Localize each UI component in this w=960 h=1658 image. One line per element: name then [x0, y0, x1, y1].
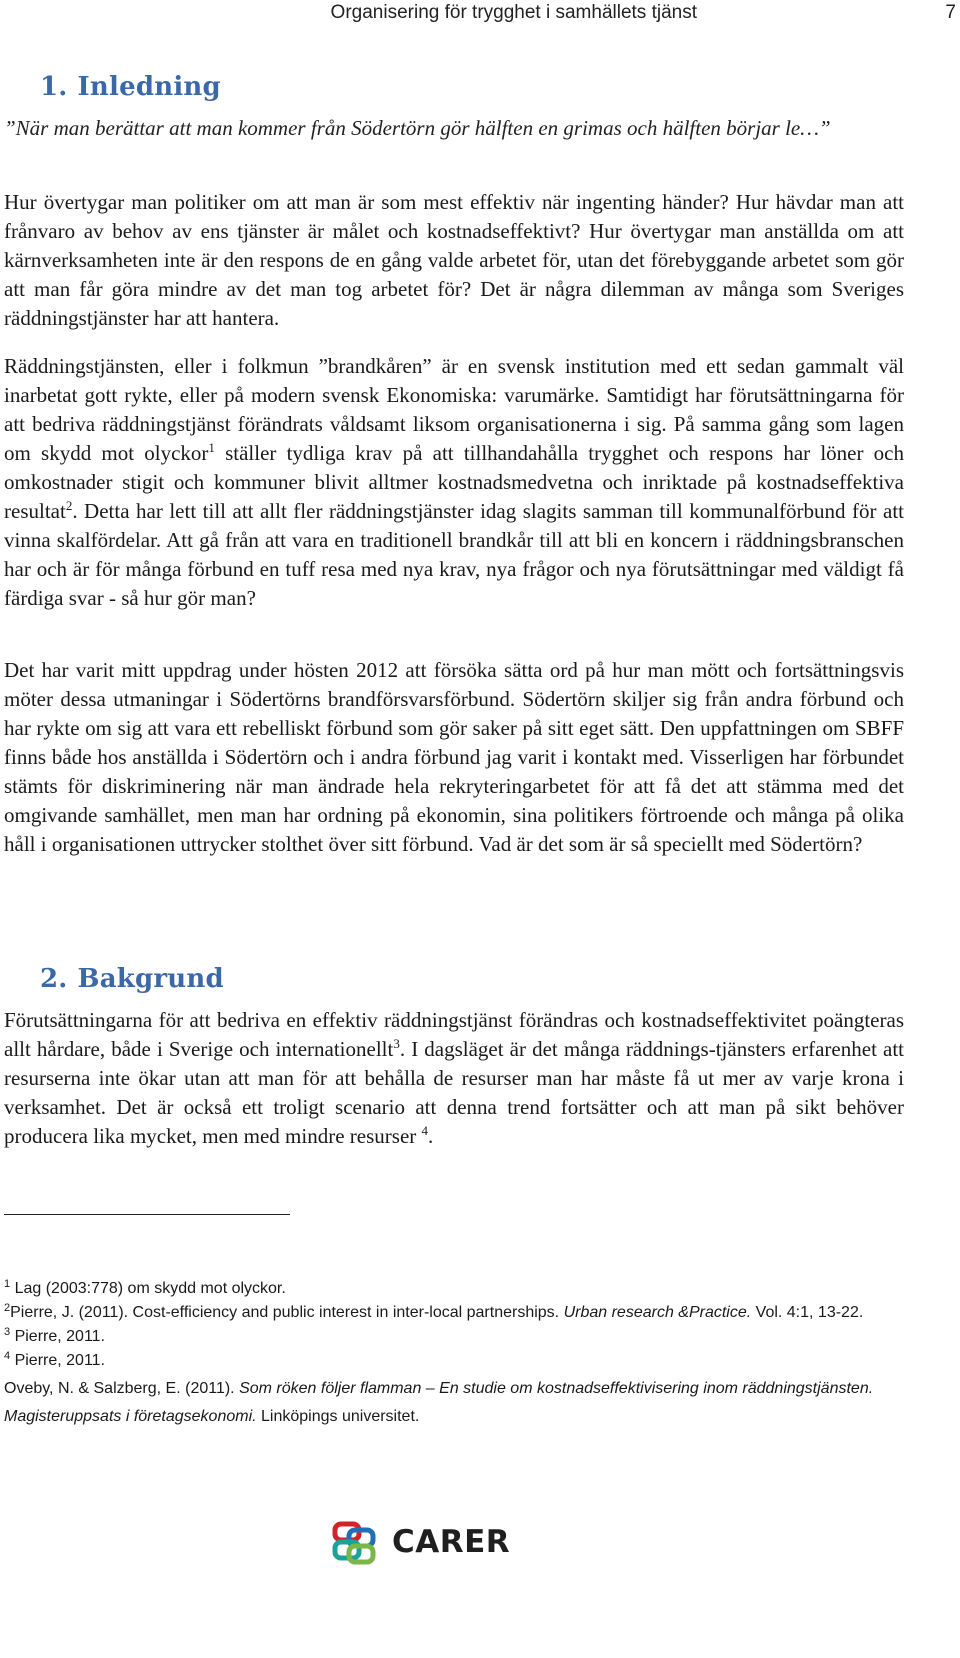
footnote-text: Pierre, J. (2011). Cost-efficiency and public interest in inter-local partnerships.	[10, 1304, 564, 1321]
footnote-4	[4, 1349, 904, 1373]
page-number: 7	[945, 2, 956, 23]
paragraph-text: .	[428, 1124, 434, 1148]
section-heading-inledning	[40, 72, 221, 102]
footnote-text: Lag (2003:778) om skydd mot olyckor.	[10, 1280, 286, 1297]
carer-logo	[332, 1518, 532, 1568]
reference-entry	[4, 1375, 904, 1431]
reference-title: Som röken följer flamman – En studie om kostnadseffektivisering inom räddningstjänsten. Magisteruppsats i företagsekonomi.	[4, 1380, 874, 1425]
footnote-number: 2	[4, 1302, 11, 1314]
footnote-journal: Urban research &Practice.	[563, 1304, 752, 1321]
carer-logo-icon	[332, 1520, 388, 1566]
footnote-ref: 4	[421, 1123, 429, 1138]
paragraph-text: . I dagsläget är det många räddnings-tjänsters erfarenhet att resurserna inte ökar utan att man för att behålla de resurser man har måste få ut mer av varje krona i verksamhet. Det är också ett troligt scenario att denna trend fortsätter och att man på sikt behöver producera lika mycket, men med mindre resurser	[4, 1037, 904, 1148]
footnote-ref: 3	[393, 1036, 400, 1051]
footnote-2	[4, 1301, 904, 1325]
reference-text: Linköpings universitet.	[256, 1408, 420, 1425]
section-title: Inledning	[77, 72, 221, 102]
footnote-text: Pierre, 2011.	[10, 1328, 105, 1345]
paragraph-text: . Detta har lett till att allt fler räddningstjänster idag slagits samman till kommunalförbund för att vinna skalfördelar. Att gå från att vara en traditionell brandkår till att bli en koncern i räddningsbranschen har och är för många förbund en tuff resa med nya krav, nya frågor och nya förutsättningar med väldigt få färdiga svar - så hur gör man?	[4, 499, 904, 610]
footnote-number: 4	[4, 1350, 11, 1362]
paragraph	[4, 1006, 904, 1151]
section-heading-bakgrund	[40, 964, 224, 994]
footnotes	[4, 1277, 904, 1431]
footnote-3	[4, 1325, 904, 1349]
footnote-text: Vol. 4:1, 13-22.	[751, 1304, 864, 1321]
epigraph-quote: ”När man berättar att man kommer från Södertörn gör hälften en grimas och hälften börjar le…”	[4, 116, 831, 140]
section-number: 2.	[40, 964, 68, 994]
footnote-separator	[4, 1214, 290, 1215]
section-number: 1.	[40, 72, 68, 102]
footnote-number: 1	[4, 1278, 11, 1290]
paragraph: Det har varit mitt uppdrag under hösten 2012 att försöka sätta ord på hur man mött och fortsättningsvis möter dessa utmaningar i Södertörns brandförsvarsförbund. Södertörn skiljer sig från andra förbund och har rykte om sig att vara ett rebelliskt förbund som gör saker på sitt eget sätt. Den uppfattningen om SBFF finns både hos anställda i Södertörn och i andra förbund jag varit i kontakt med. Visserligen har förbundet stämts för diskriminering när man ändrade hela rekryteringarbetet för att få det att stämma med det omgivande samhället, men man har ordning på ekonomin, sina politikers förtroende och många på olika håll i organisationen uttrycker stolthet över sitt förbund. Vad är det som är så speciellt med Södertörn?	[4, 658, 904, 856]
section-title: Bakgrund	[77, 964, 224, 994]
paragraph	[4, 352, 904, 613]
running-title: Organisering för trygghet i samhällets tjänst	[330, 2, 697, 23]
footnote-text: Pierre, 2011.	[10, 1352, 105, 1369]
paragraph-text: Förutsättningarna för att bedriva en effektiv räddningstjänst förändras och kostnadseffektivitet poängteras allt hårdare, både i Sverige och internationellt	[4, 1008, 904, 1061]
footnote-1	[4, 1277, 904, 1301]
paragraph-text: ställer tydliga krav på att tillhandahålla trygghet och respons har löner och omkostnader stigit och kommuner blivit alltmer kostnadsmedvetna och inriktade på kostnadseffektiva resultat	[4, 441, 905, 523]
running-header	[0, 0, 960, 28]
paragraph: Hur övertygar man politiker om att man är som mest effektiv när ingenting händer? Hur hävdar man att frånvaro av behov av ens tjänster är målet och kostnadseffektivt? Hur övertygar man anställda om att kärnverksamheten inte är den respons de en gång valde arbetet för, utan det förebyggande arbetet som gör att man får göra mindre av det man tog arbetet för? Det är några dilemman av många som Sveriges räddningstjänster har att hantera.	[4, 190, 904, 330]
footnote-ref: 2	[65, 498, 73, 513]
paragraph-text: Räddningstjänsten, eller i folkmun ”brandkåren” är en svensk institution med ett sedan gammalt väl inarbetat gott rykte, eller på modern svensk Ekonomiska: varumärke. Samtidigt har förutsättningarna för att bedriva räddningstjänst förändrats våldsamt liksom organisationerna i sig. På samma gång som lagen om skydd mot olyckor	[4, 354, 904, 465]
logo-text: CARER	[392, 1524, 511, 1560]
footnote-ref: 1	[208, 440, 215, 455]
footnote-number: 3	[4, 1326, 11, 1338]
reference-text: Oveby, N. & Salzberg, E. (2011).	[4, 1380, 240, 1397]
